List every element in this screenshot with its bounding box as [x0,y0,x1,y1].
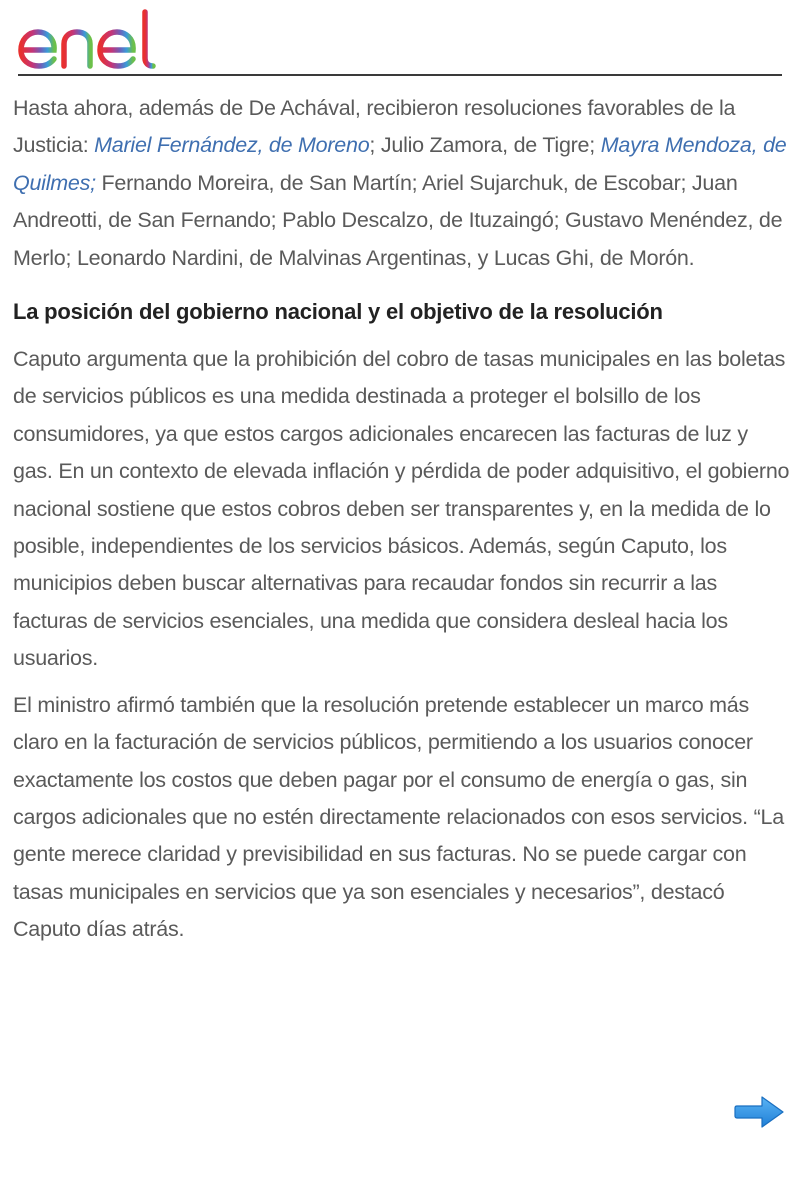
section-heading: La posición del gobierno nacional y el objetivo de la resolución [13,299,663,325]
next-page-button[interactable] [734,1094,786,1130]
paragraph-favorable-resolutions [13,90,793,277]
paragraph-caputo-argument: Caputo argumenta que la prohibición del cobro de tasas municipales en las boletas de servicios públicos es una medida destinada a proteger el bolsillo de los consumidores, ya que estos cargos adicionales encarecen las facturas de luz y gas. En un contexto de elevada inflación y pérdida de poder adquisitivo, el gobierno nacional sostiene que estos cobros deben ser transparentes y, en la medida de lo posible, independientes de los servicios básicos. Además, según Caputo, los municipios deben buscar alternativas para recaudar fondos sin recurrir a las facturas de servicios esenciales, una medida que considera desleal hacia los usuarios. [13,347,790,671]
site-header [18,6,782,76]
paragraph-text: Fernando Moreira, de San Martín; Ariel Sujarchuk, de Escobar; Juan Andreotti, de San Fernando; Pablo Descalzo, de Ituzaingó; Gustavo Menéndez, de Merlo; Leonardo Nardini, de Malvinas Argentinas, y Lucas Ghi, de Morón. [13,170,783,270]
paragraph-text: ; Julio Zamora, de Tigre; [369,133,601,158]
paragraph-text: Hasta ahora, además de De Achával, recibieron resoluciones favorables de la Justicia: [13,96,736,158]
link-mayra-mendoza[interactable]: Mayra Mendoza, de Quilmes; [13,133,787,195]
link-mariel-fernandez[interactable]: Mariel Fernández, de Moreno [94,133,370,158]
article-body [13,90,793,949]
enel-logo[interactable] [18,8,183,70]
paragraph-minister-statement: El ministro afirmó también que la resolución pretende establecer un marco más claro en la facturación de servicios públicos, permitiendo a los usuarios conocer exactamente los costos que deben pagar por el consumo de energía o gas, sin cargos adicionales que no estén directamente relacionados con esos servicios. “La gente merece claridad y previsibilidad en sus facturas. No se puede cargar con tasas municipales en servicios que ya son esenciales y necesarios”, destacó Caputo días atrás. [13,692,784,942]
arrow-right-icon [734,1094,786,1130]
